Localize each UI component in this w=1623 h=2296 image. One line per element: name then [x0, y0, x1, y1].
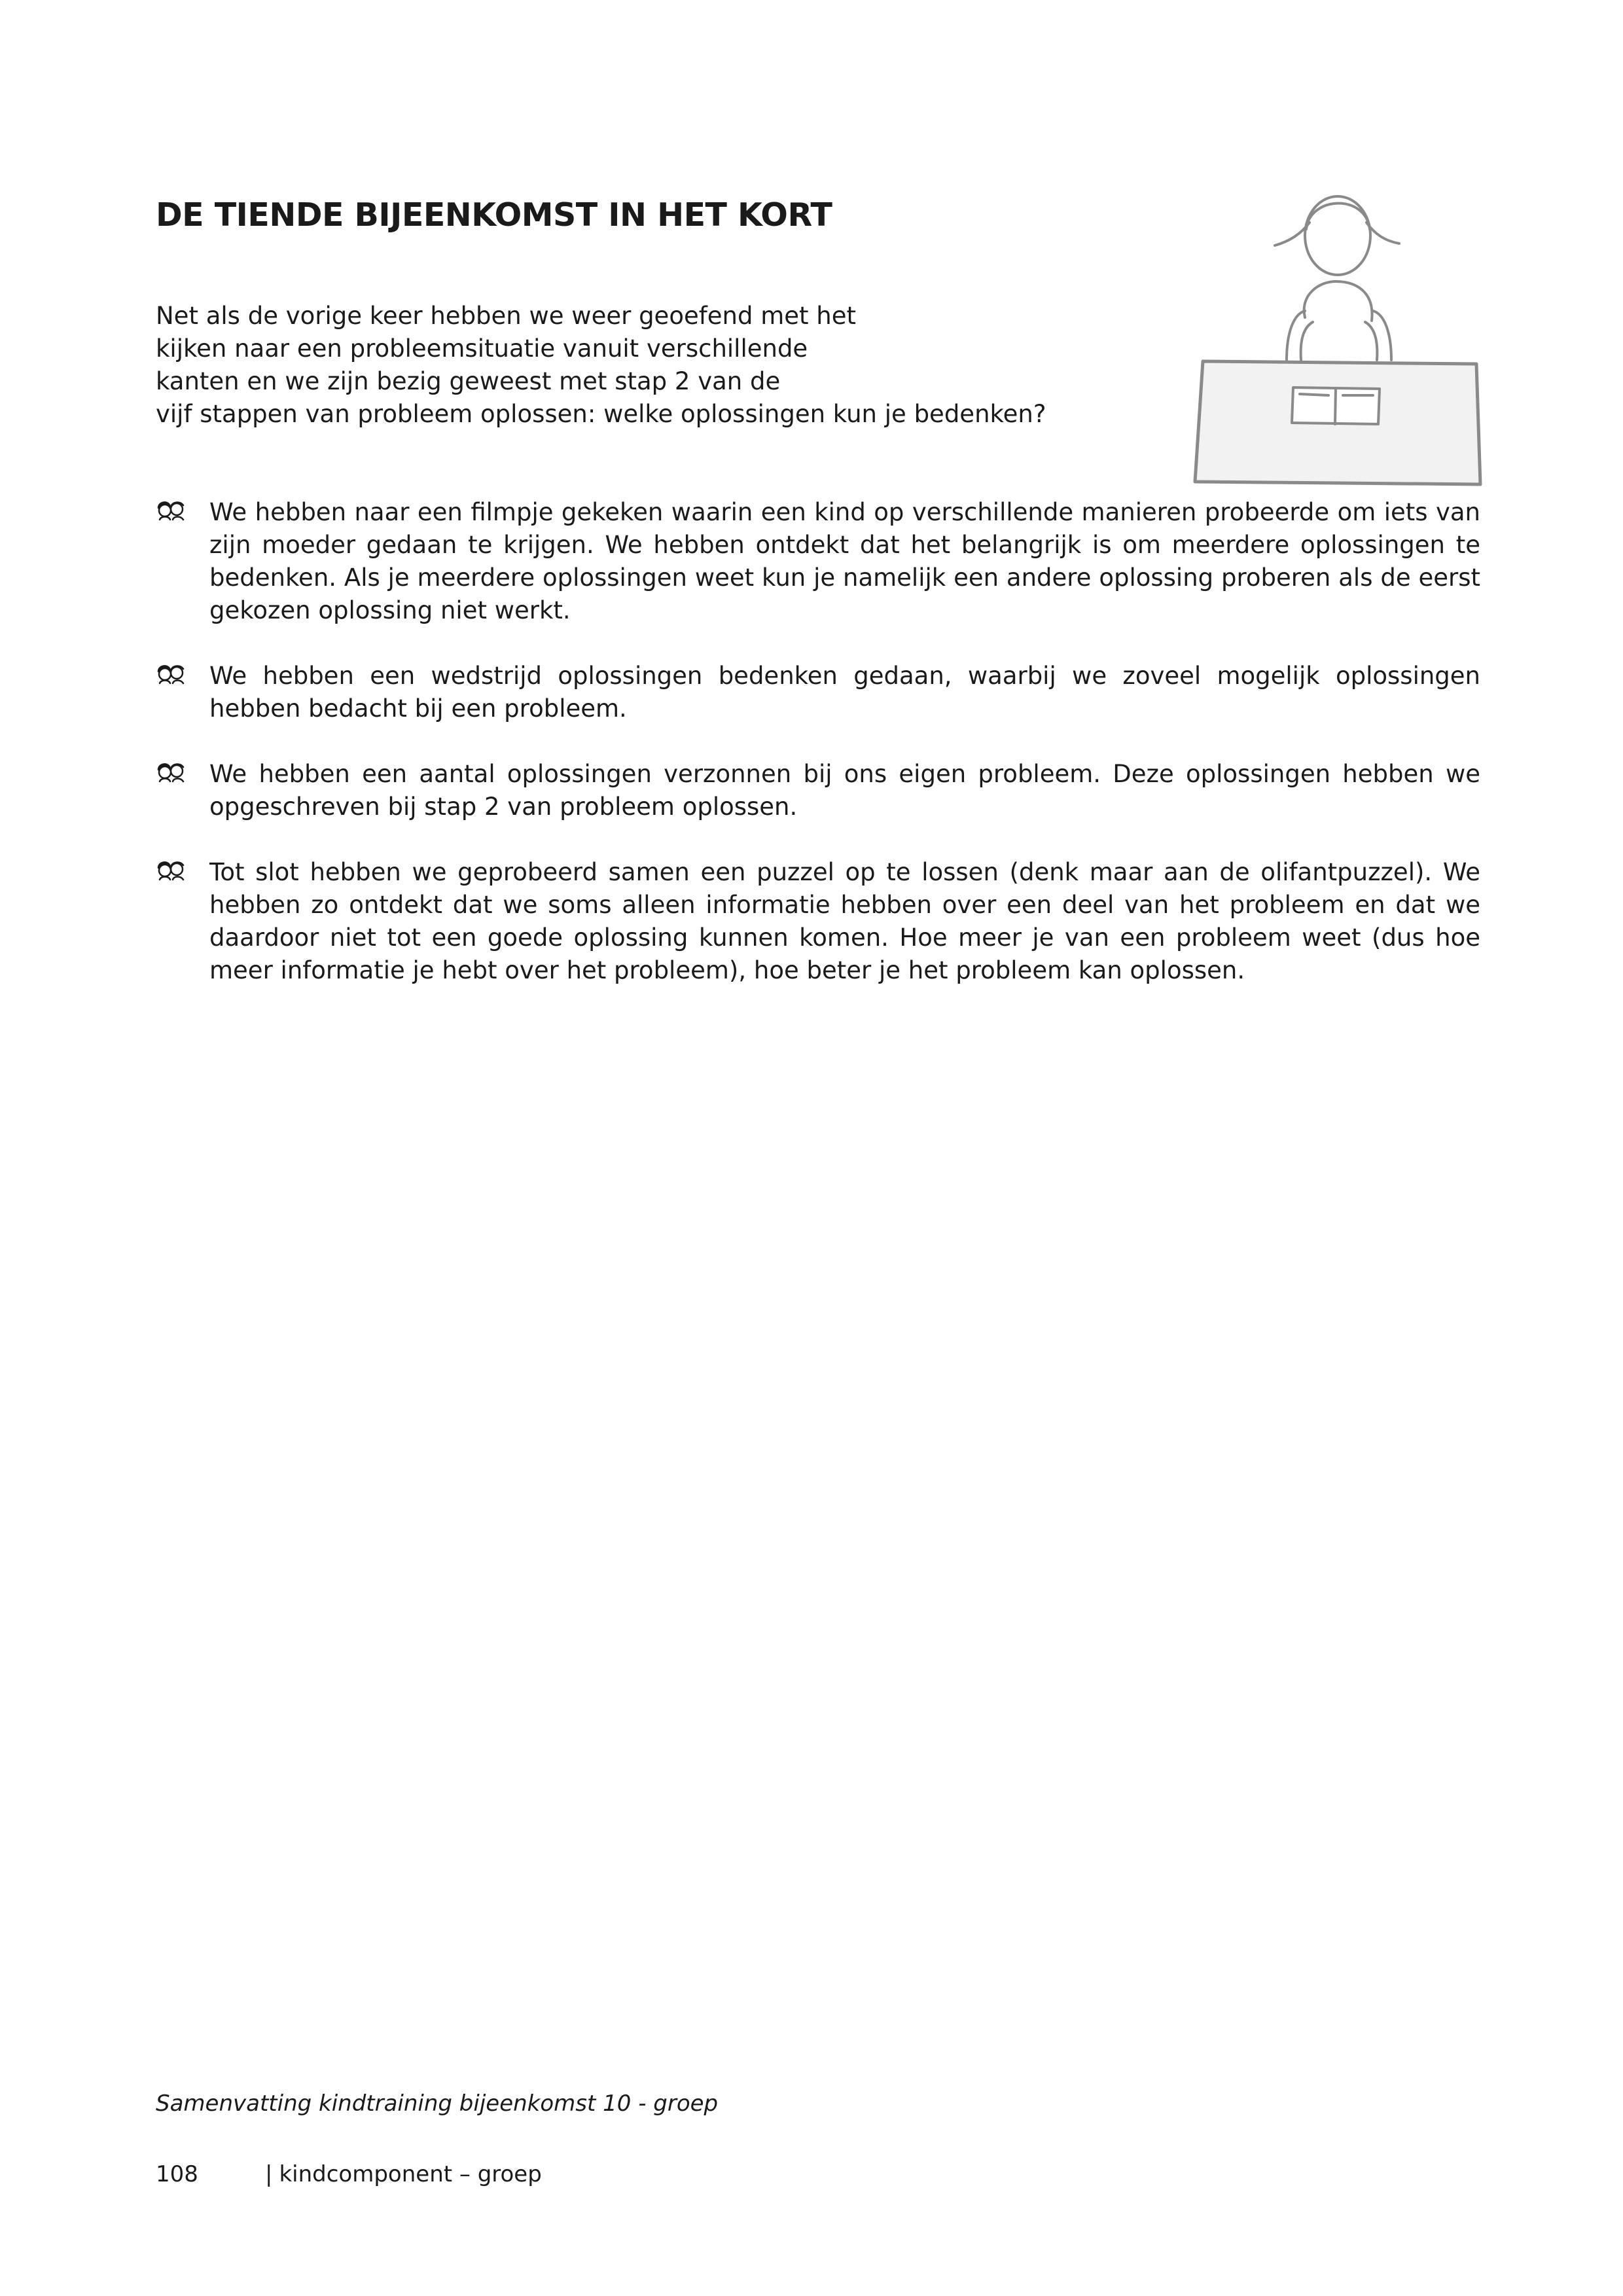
two-children-icon: [156, 857, 187, 884]
list-item: [156, 660, 1480, 725]
intro-line: vijf stappen van probleem oplossen: welke oplossingen kun je bedenken?: [156, 400, 1046, 428]
intro-line: kanten en we zijn bezig geweest met stap 2 van de: [156, 367, 781, 395]
bullet-text: Tot slot hebben we geprobeerd samen een puzzel op te lossen (denk maar aan de olifantpuzzel). We hebben zo ontdekt dat we soms alleen informatie hebben over een deel van het probleem en dat we daardoor niet tot een goede oplossing kunnen komen. Hoe meer je van een probleem weet (dus hoe meer informatie je hebt over het probleem), hoe beter je het probleem kan oplossen.: [209, 858, 1480, 984]
running-head-separator: |: [265, 2161, 273, 2187]
page-number: 108: [156, 2161, 198, 2187]
intro-paragraph: [156, 300, 1072, 431]
footer-caption: Samenvatting kindtraining bijeenkomst 10 - groep: [156, 2090, 719, 2117]
running-head: [265, 2161, 542, 2187]
list-item: [156, 758, 1480, 823]
list-item: [156, 856, 1480, 987]
bullet-text: We hebben naar een filmpje gekeken waarin een kind op verschillende manieren probeerde om iets van zijn moeder gedaan te krijgen. We hebben ontdekt dat het belangrijk is om meerdere oplossingen te bedenken. Als je meerdere oplossingen weet kun je namelijk een andere oplossing proberen als de eerst gekozen oplossing niet werkt.: [209, 498, 1480, 624]
list-item: [156, 496, 1480, 627]
two-children-icon: [156, 661, 187, 687]
bullet-text: We hebben een aantal oplossingen verzonnen bij ons eigen probleem. Deze oplossingen hebben we opgeschreven bij stap 2 van probleem oplossen.: [209, 760, 1480, 821]
page-title: DE TIENDE BIJEENKOMST IN HET KORT: [156, 196, 832, 234]
two-children-icon: [156, 497, 187, 524]
summary-bullet-list: [156, 496, 1480, 1020]
intro-line: Net als de vorige keer hebben we weer geoefend met het: [156, 302, 857, 330]
child-reading-at-desk-icon: [1188, 183, 1489, 491]
running-head-text: kindcomponent – groep: [279, 2161, 542, 2187]
intro-line: kijken naar een probleemsituatie vanuit verschillende: [156, 334, 808, 363]
bullet-text: We hebben een wedstrijd oplossingen bedenken gedaan, waarbij we zoveel mogelijk oplossingen hebben bedacht bij een probleem.: [209, 662, 1480, 723]
two-children-icon: [156, 759, 187, 785]
